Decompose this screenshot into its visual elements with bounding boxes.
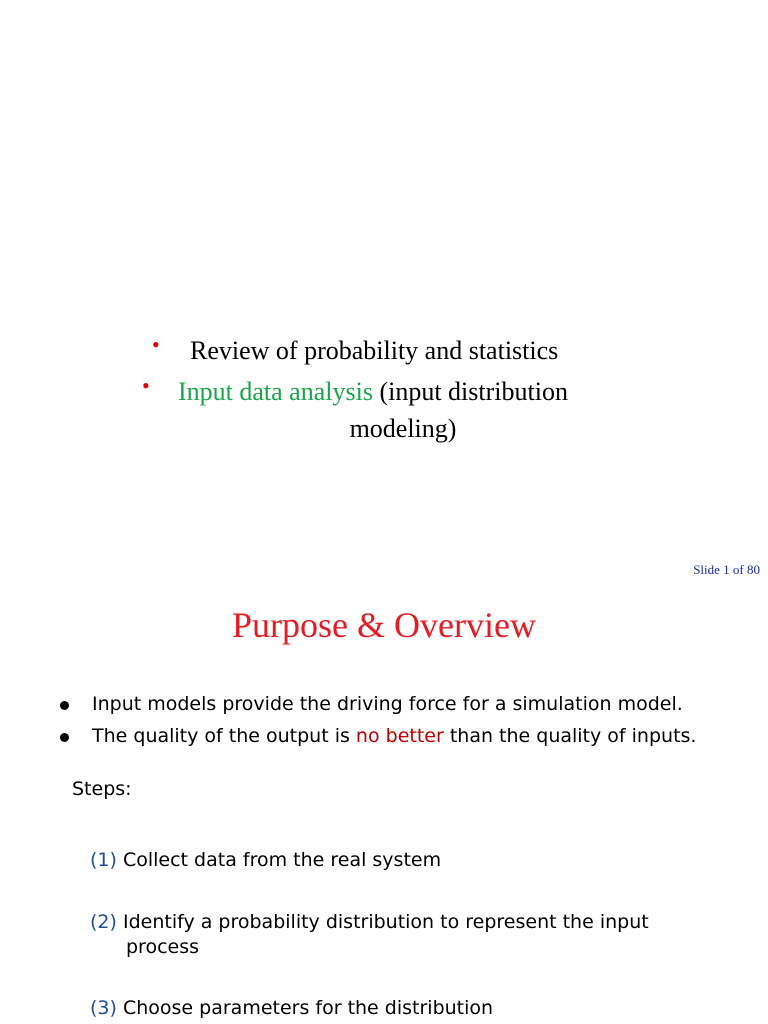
bullet-dot: • [152,332,160,357]
bullet-item-input-data-analysis: Input data analysis (input distribution [178,377,568,406]
highlight-text: Input data analysis [178,377,373,406]
bullet-item-review: Review of probability and statistics [190,336,559,365]
steps-label: Steps: [72,778,132,800]
step-continuation: process [126,936,200,958]
slide-2 [0,562,768,1024]
step-number: (1) [90,849,117,871]
bullet-dot: • [142,373,150,398]
step-3: (3) Choose parameters for the distribution [90,997,494,1019]
step-number: (3) [90,997,117,1019]
step-1: (1) Collect data from the real system [90,849,442,871]
bullet-item-quality: The quality of the output is no better than the quality of inputs. [92,725,697,747]
bullet-dot [60,733,69,742]
slide-title: Purpose & Overview [232,605,536,645]
step-2: (2) Identify a probability distribution to represent the input process [90,911,649,958]
bullet-continuation: modeling) [349,414,457,443]
emphasis-text: no better [355,725,444,747]
slide-counter: Slide 1 of 80 [693,562,760,577]
step-number: (2) [90,911,117,933]
bullet-dot [60,701,69,710]
bullet-item-input-models: Input models provide the driving force for a simulation model. [92,693,683,715]
